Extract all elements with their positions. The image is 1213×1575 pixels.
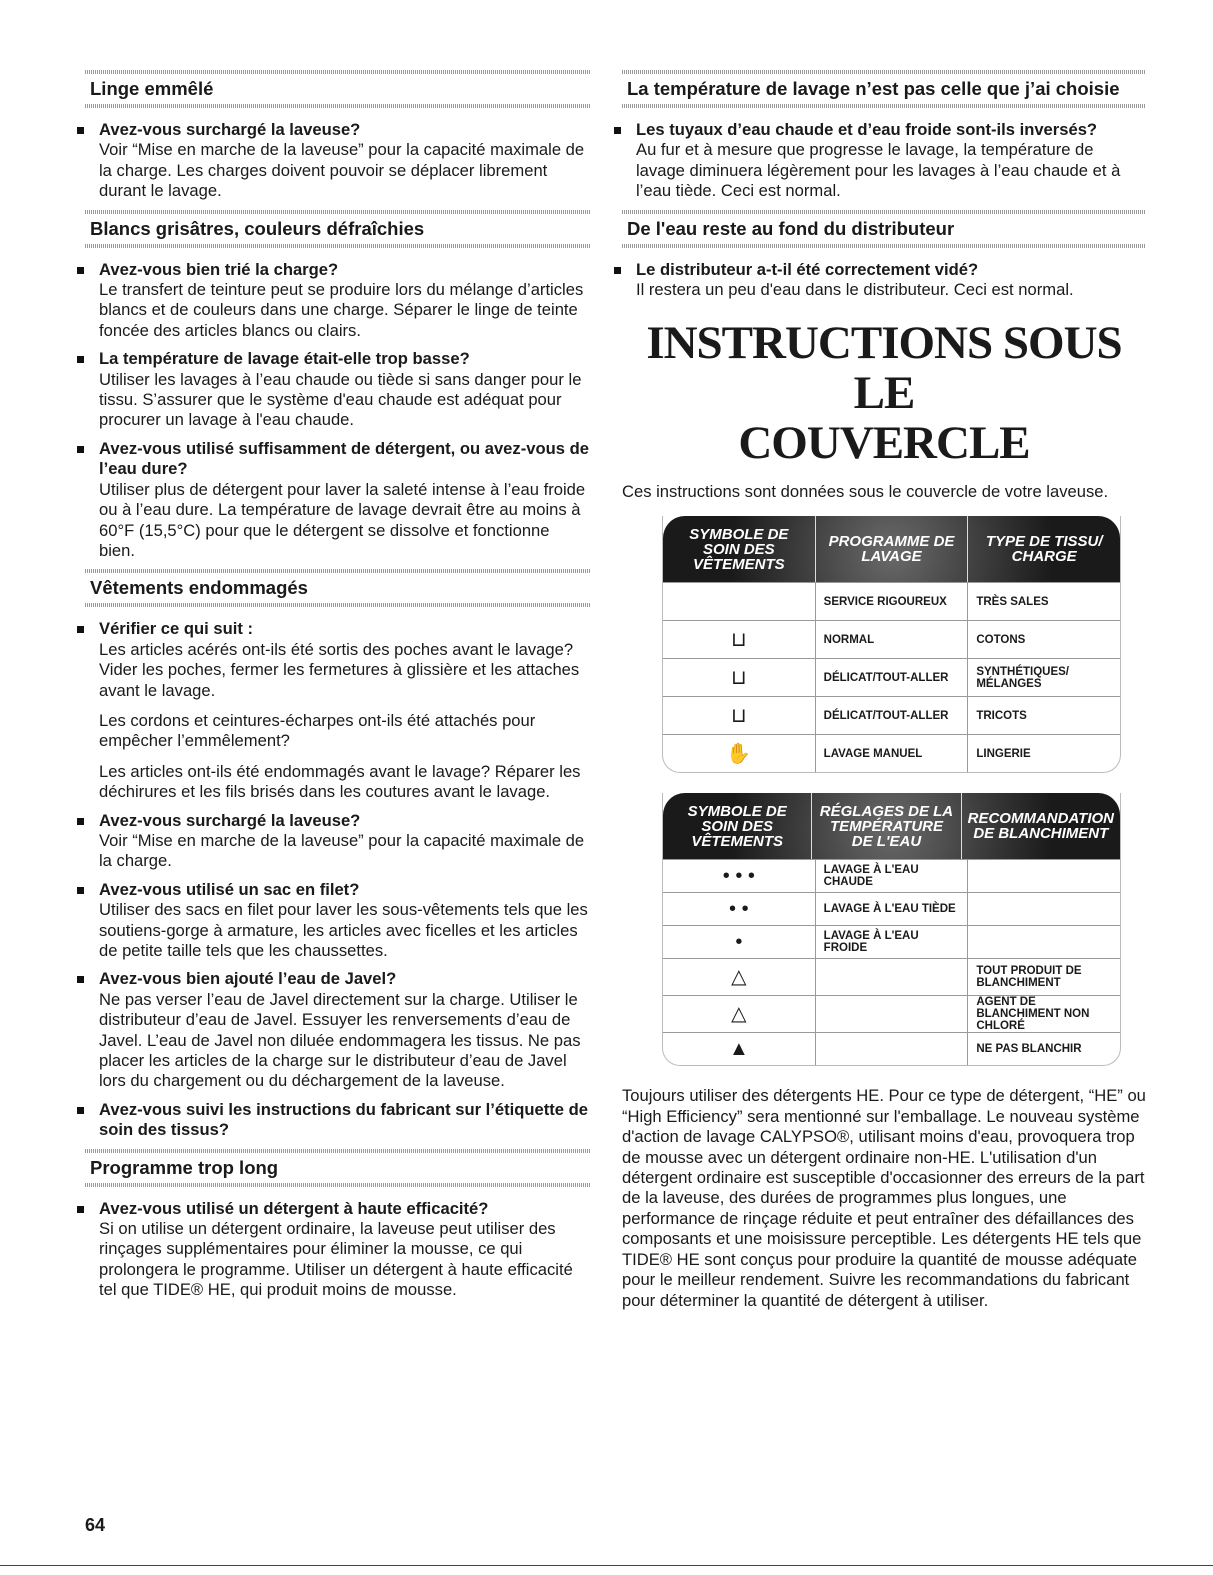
table-row <box>663 958 1120 995</box>
care-symbol-icon: ⊔ <box>663 697 816 734</box>
troubleshoot-item <box>85 1199 590 1301</box>
care-symbol-icon: △ <box>663 996 816 1032</box>
question: Vérifier ce qui suit : <box>99 619 253 639</box>
section-header <box>85 569 590 607</box>
table-header-cell: SYMBOLE DE SOIN DES VÊTEMENTS <box>663 793 812 859</box>
table-cell: LAVAGE À L'EAU TIÈDE <box>816 893 969 925</box>
table-row <box>663 1032 1120 1065</box>
section-header <box>622 70 1146 108</box>
table-cell <box>816 1033 969 1065</box>
troubleshoot-item <box>85 969 590 1091</box>
table-row <box>663 995 1120 1032</box>
answer: Utiliser des sacs en filet pour laver les sous-vêtements tels que les soutiens-gorge à armature, les articles avec ficelles et les articles de petite taille tels que les chaussettes. <box>99 900 588 960</box>
section-heading: La température de lavage n’est pas celle que j’ai choisie <box>627 78 1120 99</box>
answer: Voir “Mise en marche de la laveuse” pour la capacité maximale de la charge. <box>99 830 585 871</box>
question: La température de lavage était-elle trop basse? <box>99 349 470 369</box>
bullet-icon <box>77 127 84 134</box>
troubleshoot-item <box>85 260 590 342</box>
question: Le distributeur a-t-il été correctement vidé? <box>636 259 979 279</box>
table-row <box>663 734 1120 772</box>
question: Avez-vous suivi les instructions du fabricant sur l’étiquette de soin des tissus? <box>99 1099 589 1140</box>
troubleshoot-item <box>85 120 590 202</box>
table-header-cell: TYPE DE TISSU/ CHARGE <box>985 533 1103 566</box>
table-row <box>663 925 1120 958</box>
left-column <box>85 70 590 1309</box>
answer: Si on utilise un détergent ordinaire, la laveuse peut utiliser des rinçages supplémentaires pour éliminer la mousse, ce qui prolongera le programme. Utiliser un détergent à haute efficacité tel que TIDE® HE, qui produit moins de mousse. <box>99 1219 573 1300</box>
table-cell: TRÈS SALES <box>976 595 1049 608</box>
table-row <box>663 892 1120 925</box>
table-cell: DÉLICAT/TOUT-ALLER <box>816 697 969 734</box>
table-row <box>663 696 1120 734</box>
table-cell: SERVICE RIGOUREUX <box>816 583 969 620</box>
section-heading: Vêtements endommagés <box>90 577 308 599</box>
section-header <box>85 70 590 108</box>
question: Avez-vous utilisé un détergent à haute efficacité? <box>99 1198 489 1218</box>
bullet-icon <box>614 127 621 134</box>
table-cell: LAVAGE À L'EAU FROIDE <box>816 926 969 958</box>
answer: Ne pas verser l’eau de Javel directement sur la charge. Utiliser le distributeur d’eau de Javel. Essuyer les renversements d’eau de Javel. L’eau de Javel non diluée endommagera les tissus. Ne pas placer les articles de la charge sur le distributeur d’eau de Javel lors du chargement ou du déchargement de la laveuse. <box>99 989 581 1091</box>
question: Avez-vous bien trié la charge? <box>99 259 339 279</box>
care-symbol-icon <box>663 583 816 620</box>
footer-rule <box>0 1565 1213 1566</box>
table-cell: TRICOTS <box>976 709 1027 722</box>
table-row <box>663 620 1120 658</box>
bullet-icon <box>614 267 621 274</box>
table-cell <box>968 893 1120 925</box>
big-title-line1: INSTRUCTIONS SOUS LE <box>646 317 1122 420</box>
care-symbol-icon: △ <box>663 959 816 995</box>
page-number: 64 <box>85 1515 106 1535</box>
table-cell: NE PAS BLANCHIR <box>976 1043 1082 1056</box>
table-header-cell: RECOMMANDATION DE BLANCHIMENT <box>967 810 1114 843</box>
section-heading: Blancs grisâtres, couleurs défraîchies <box>90 217 425 239</box>
question: Avez-vous bien ajouté l’eau de Javel? <box>99 969 397 989</box>
troubleshoot-item <box>85 811 590 872</box>
bullet-icon <box>77 818 84 825</box>
table-header-cell: PROGRAMME DE LAVAGE <box>816 516 969 582</box>
care-symbol-icon: • • • <box>663 860 816 892</box>
section-header <box>85 210 590 248</box>
care-symbol-icon: ▲ <box>663 1033 816 1065</box>
bullet-icon <box>77 976 84 983</box>
bullet-icon <box>77 446 84 453</box>
table-cell: DÉLICAT/TOUT-ALLER <box>816 659 969 696</box>
answer: Utiliser les lavages à l’eau chaude ou tiède si sans danger pour le tissu. S’assurer que le système d'eau chaude est adéquat pour procurer un lavage à l'eau chaude. <box>99 369 582 430</box>
wash-cycle-table <box>662 516 1121 773</box>
care-symbol-icon: • • <box>663 893 816 925</box>
intro-text: Ces instructions sont données sous le couvercle de votre laveuse. <box>622 482 1109 502</box>
bullet-icon <box>77 1206 84 1213</box>
table-cell <box>968 926 1120 958</box>
care-symbol-icon: ⊔ <box>663 659 816 696</box>
answer: Utiliser plus de détergent pour laver la saleté intense à l’eau froide ou à l’eau dure. La température de lavage devrait être au moins à 60°F (15,5°C) pour que le détergent se dissolve et fonctionne bien. <box>99 479 586 560</box>
section-title-instructions <box>622 318 1146 468</box>
table-cell <box>816 996 969 1032</box>
question: Avez-vous utilisé suffisamment de détergent, ou avez-vous de l’eau dure? <box>99 438 589 479</box>
answer: Au fur et à mesure que progresse le lavage, la température de lavage diminuera légèrement pour les lavages à l’eau chaude et à l’eau tiède. Ceci est normal. <box>636 140 1121 201</box>
table-cell: TOUT PRODUIT DE BLANCHIMENT <box>976 965 1082 990</box>
care-symbol-icon: ✋ <box>663 735 816 772</box>
section-heading: Linge emmêlé <box>90 78 214 99</box>
bullet-icon <box>77 1107 84 1114</box>
table-row <box>663 859 1120 892</box>
question: Avez-vous surchargé la laveuse? <box>99 810 361 830</box>
table-header-cell: RÉGLAGES DE LA TEMPÉRATURE DE L'EAU <box>812 793 961 859</box>
question: Les tuyaux d’eau chaude et d’eau froide sont-ils inversés? <box>636 120 1098 139</box>
troubleshoot-item <box>622 260 1146 301</box>
care-symbol-icon: • <box>663 926 816 958</box>
answer: Les articles ont-ils été endommagés avant le lavage? Réparer les déchirures et les fils brisés dans les coutures avant le lavage. <box>99 761 581 802</box>
section-heading: Programme trop long <box>90 1156 279 1178</box>
table-cell: LAVAGE À L'EAU CHAUDE <box>816 860 969 892</box>
table-cell: AGENT DE BLANCHIMENT NON CHLORÉ <box>976 996 1090 1033</box>
temperature-bleach-table <box>662 793 1121 1066</box>
question: Avez-vous utilisé un sac en filet? <box>99 879 360 899</box>
section-heading: De l'eau reste au fond du distributeur <box>627 217 955 239</box>
big-title-line2: COUVERCLE <box>738 417 1030 470</box>
table-cell: COTONS <box>976 633 1026 646</box>
section-header <box>622 210 1146 248</box>
table-cell: SYNTHÉTIQUES/ MÉLANGES <box>976 665 1069 690</box>
table-cell <box>968 860 1120 892</box>
table-cell <box>816 959 969 995</box>
troubleshoot-item <box>622 120 1146 202</box>
bullet-icon <box>77 626 84 633</box>
table-header-cell: SYMBOLE DE SOIN DES VÊTEMENTS <box>663 516 816 582</box>
troubleshoot-item <box>85 1100 590 1141</box>
troubleshoot-item <box>85 349 590 431</box>
bullet-icon <box>77 356 84 363</box>
table-row <box>663 582 1120 620</box>
answer: Le transfert de teinture peut se produire lors du mélange d’articles blancs et de couleurs dans une charge. Séparer le linge de teinte foncée des articles blancs ou clairs. <box>99 280 584 340</box>
question: Avez-vous surchargé la laveuse? <box>99 120 361 139</box>
right-column <box>622 70 1146 1311</box>
table-cell: NORMAL <box>816 621 969 658</box>
right-sections <box>622 70 1146 300</box>
table-header <box>663 516 1120 582</box>
he-detergent-text: Toujours utiliser des détergents HE. Pour ce type de détergent, “HE” ou “High Efficiency” sera mentionné sur l'emballage. Le nouveau système d'action de lavage CALYPSO®, utilisant moins d'eau, provoquera trop de mousse avec un détergent ordinaire non-HE. L'utilisation d'un détergent ordinaire est susceptible d'occasionner des erreurs de la part de la laveuse, des durées de programmes plus longues, une performance de rinçage réduite et peut entraîner des défaillances des composants et une moisissure perceptible. Les détergents HE tels que TIDE® HE sont conçus pour produire la quantité de mousse adéquate pour le meilleur rendement. Suivre les recommandations du fabricant pour déterminer la quantité de détergent à utiliser. <box>622 1086 1146 1310</box>
bullet-icon <box>77 887 84 894</box>
answer: Voir “Mise en marche de la laveuse” pour la capacité maximale de la charge. Les charges doivent pouvoir se déplacer librement durant le lavage. <box>99 140 585 201</box>
bullet-icon <box>77 267 84 274</box>
troubleshoot-item <box>85 619 590 802</box>
care-symbol-icon: ⊔ <box>663 621 816 658</box>
troubleshoot-item <box>85 439 590 561</box>
section-header <box>85 1149 590 1187</box>
troubleshoot-item <box>85 880 590 962</box>
answer: Les articles acérés ont-ils été sortis des poches avant le lavage? Vider les poches, fermer les fermetures à glissière et les attaches avant le lavage. <box>99 639 580 700</box>
answer: Les cordons et ceintures-écharpes ont-ils été attachés pour empêcher l’emmêlement? <box>99 710 536 751</box>
table-cell: LAVAGE MANUEL <box>816 735 969 772</box>
answer: Il restera un peu d'eau dans le distributeur. Ceci est normal. <box>636 280 1074 300</box>
table-cell: LINGERIE <box>976 747 1031 760</box>
table-row <box>663 658 1120 696</box>
table-header <box>663 793 1120 859</box>
